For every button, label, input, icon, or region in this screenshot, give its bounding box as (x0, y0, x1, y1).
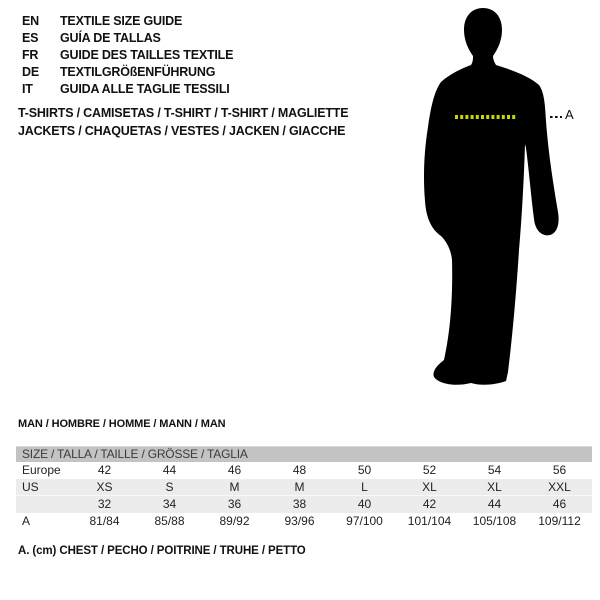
table-cell: 48 (292, 463, 307, 477)
garment-categories (18, 105, 348, 140)
section-title-man: MAN / HOMBRE / HOMME / MANN / MAN (18, 418, 226, 430)
language-title: GUIDA ALLE TAGLIE TESSILI (60, 82, 230, 96)
table-cell: 89/92 (219, 514, 250, 528)
table-cell: XL (487, 480, 502, 494)
table-cell: 97/100 (346, 514, 383, 528)
table-cell: 36 (227, 497, 242, 511)
category-tshirts: T-SHIRTS / CAMISETAS / T-SHIRT / T-SHIRT / MAGLIETTE (18, 106, 349, 120)
table-cell: 105/108 (472, 514, 517, 528)
language-code: IT (22, 82, 33, 96)
table-cell: 46 (552, 497, 567, 511)
table-row-us-numeric (16, 495, 592, 513)
language-row (22, 64, 233, 81)
table-cell: XS (96, 480, 113, 494)
table-cell: M (294, 480, 305, 494)
table-cell: 101/104 (407, 514, 452, 528)
table-cell: 50 (357, 463, 372, 477)
man-silhouette (413, 5, 563, 390)
language-code: ES (22, 31, 39, 45)
row-label: US (22, 480, 39, 494)
language-code: DE (22, 65, 39, 79)
table-row-chest-a (16, 513, 592, 530)
table-cell: L (361, 480, 368, 494)
table-cell: 54 (487, 463, 502, 477)
row-label: A (22, 514, 31, 528)
table-cell: 56 (552, 463, 567, 477)
table-cell: S (165, 480, 174, 494)
language-row (22, 47, 233, 64)
table-cell: 40 (357, 497, 372, 511)
row-label (16, 496, 72, 513)
table-cell: 44 (487, 497, 502, 511)
table-cell: 38 (292, 497, 307, 511)
language-row (22, 30, 233, 47)
table-cell: 93/96 (284, 514, 315, 528)
language-row (22, 81, 233, 98)
table-cell: 46 (227, 463, 242, 477)
language-title: GUÍA DE TALLAS (60, 31, 161, 45)
size-table-header: SIZE / TALLA / TAILLE / GRÖSSE / TAGLIA (16, 446, 592, 462)
language-title: GUIDE DES TAILLES TEXTILE (60, 48, 234, 62)
table-cell: 81/84 (89, 514, 120, 528)
category-jackets: JACKETS / CHAQUETAS / VESTES / JACKEN / GIACCHE (18, 123, 346, 138)
language-code: FR (22, 48, 39, 62)
table-cell: 44 (162, 463, 177, 477)
language-row (22, 13, 233, 30)
table-cell: XXL (548, 480, 571, 494)
measurement-label-a: A (565, 107, 574, 122)
table-cell: 34 (162, 497, 177, 511)
table-row-us (16, 479, 592, 496)
language-title: TEXTILE SIZE GUIDE (60, 14, 183, 28)
table-cell: 42 (97, 463, 112, 477)
language-title-list (22, 13, 233, 98)
language-title: TEXTILGRÖßENFÜHRUNG (60, 65, 216, 79)
size-table (16, 446, 592, 530)
table-cell: 52 (422, 463, 437, 477)
man-silhouette-icon (413, 5, 563, 390)
table-cell: 85/88 (154, 514, 185, 528)
measurement-footnote: A. (cm) CHEST / PECHO / POITRINE / TRUHE / PETTO (18, 545, 306, 557)
table-cell: XL (422, 480, 437, 494)
table-cell: 32 (97, 497, 112, 511)
table-cell: 109/112 (538, 514, 581, 528)
table-cell: M (229, 480, 240, 494)
language-code: EN (22, 14, 39, 28)
table-cell: 42 (422, 497, 437, 511)
row-label: Europe (22, 463, 61, 477)
table-row-europe (16, 462, 592, 479)
